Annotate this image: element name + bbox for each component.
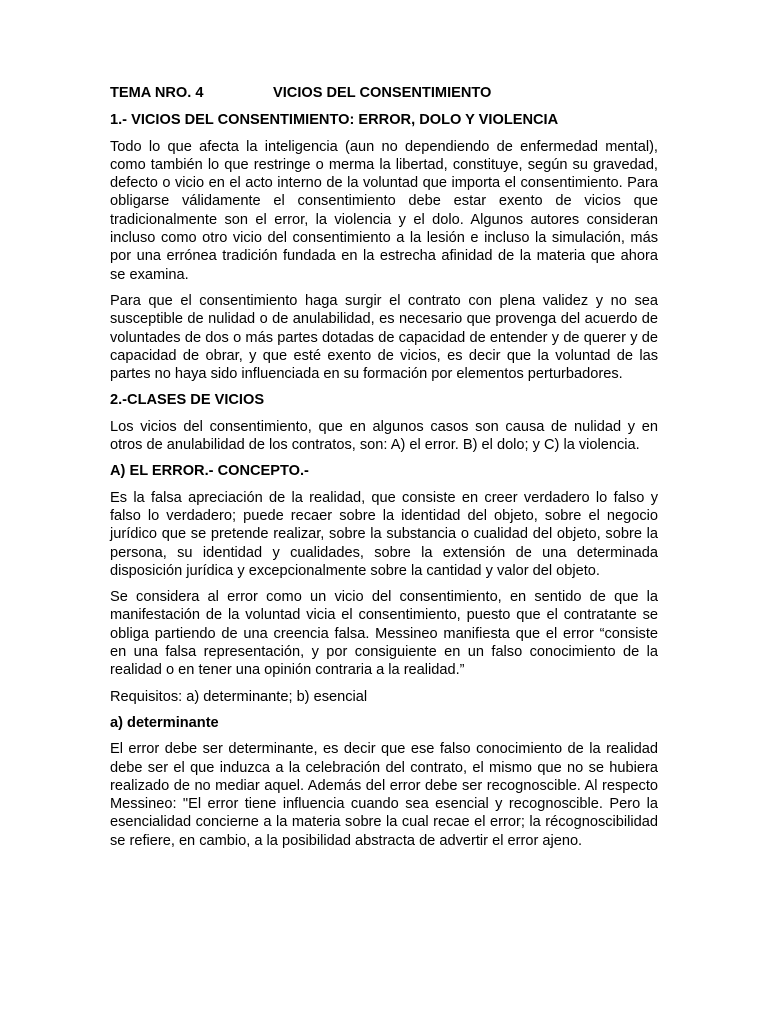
paragraph-validity: Para que el consentimiento haga surgir el contrato con plena validez y no sea susceptible de nulidad o de anulabilidad, es necesario que provenga del acuerdo de voluntades de dos o más partes dotadas de capacidad de entender y de querer y de capacidad de obrar, y que esté exento de vicios, es decir que la voluntad de las partes no haya sido influenciada en su formación por elementos perturbadores.	[110, 292, 658, 383]
document-page	[110, 84, 658, 858]
paragraph-error-concept: Es la falsa apreciación de la realidad, que consiste en creer verdadero lo falso y falso lo verdadero; puede recaer sobre la identidad del objeto, sobre el negocio jurídico que se pretende realizar, sobre la substancia o cualidad del objeto, sobre la persona, su identidad y cualidades, sobre la extensión de una determinada disposición jurídica y excepcionalmente sobre la cantidad y valor del objeto.	[110, 489, 658, 579]
paragraph-clases: Los vicios del consentimiento, que en algunos casos son causa de nulidad y en otros de anulabilidad de los contratos, son: A) el error. B) el dolo; y C) la violencia.	[110, 418, 658, 454]
paragraph-definition: Todo lo que afecta la inteligencia (aun no dependiendo de enfermedad mental), como también lo que restringe o merma la libertad, constituye, según su gravedad, defecto o vicio en el acto interno de la voluntad que importa el consentimiento. Para obligarse válidamente el consentimiento debe estar exento de vicios que tradicionalmente son el error, la violencia y el dolo. Algunos autores consideran incluso como otro vicio del consentimiento a la lesión e incluso la simulación, más por una errónea tradición fundada en la estrecha afinidad de la materia que ahora se examina.	[110, 138, 658, 283]
section-heading-error: A) EL ERROR.- CONCEPTO.-	[110, 463, 309, 480]
section-heading-clases: 2.-CLASES DE VICIOS	[110, 392, 265, 409]
document-title: VICIOS DEL CONSENTIMIENTO	[273, 85, 492, 101]
document-title-row	[110, 84, 658, 102]
paragraph-determinante: El error debe ser determinante, es decir que ese falso conocimiento de la realidad debe ser el que induzca a la celebración del contrato, el mismo que no se hubiera realizado de no mediar aquel. Además del error debe ser recognoscible. Al respecto Messineo: "El error tiene influencia cuando sea esencial y recognoscible. Pero la esencialidad concierne a la materia sobre la cual recae el error; la récognoscibilidad se refiere, en cambio, a la posibilidad abstracta de advertir el error ajeno.	[110, 741, 658, 849]
paragraph-requisitos: Requisitos: a) determinante; b) esencial	[110, 688, 368, 705]
section-heading-determinante: a) determinante	[110, 714, 219, 731]
paragraph-error-vicio: Se considera al error como un vicio del consentimiento, en sentido de que la manifestación de la voluntad vicia el consentimiento, puesto que el contratante se obliga partiendo de una creencia falsa. Messineo manifiesta que el error “consiste en una falsa representación, y por consiguiente en un falso conocimiento de la realidad o en tener una opinión contraria a la realidad.”	[110, 589, 658, 679]
topic-number: TEMA NRO. 4	[110, 85, 204, 101]
section-heading-vicios: 1.- VICIOS DEL CONSENTIMIENTO: ERROR, DOLO Y VIOLENCIA	[110, 112, 559, 129]
